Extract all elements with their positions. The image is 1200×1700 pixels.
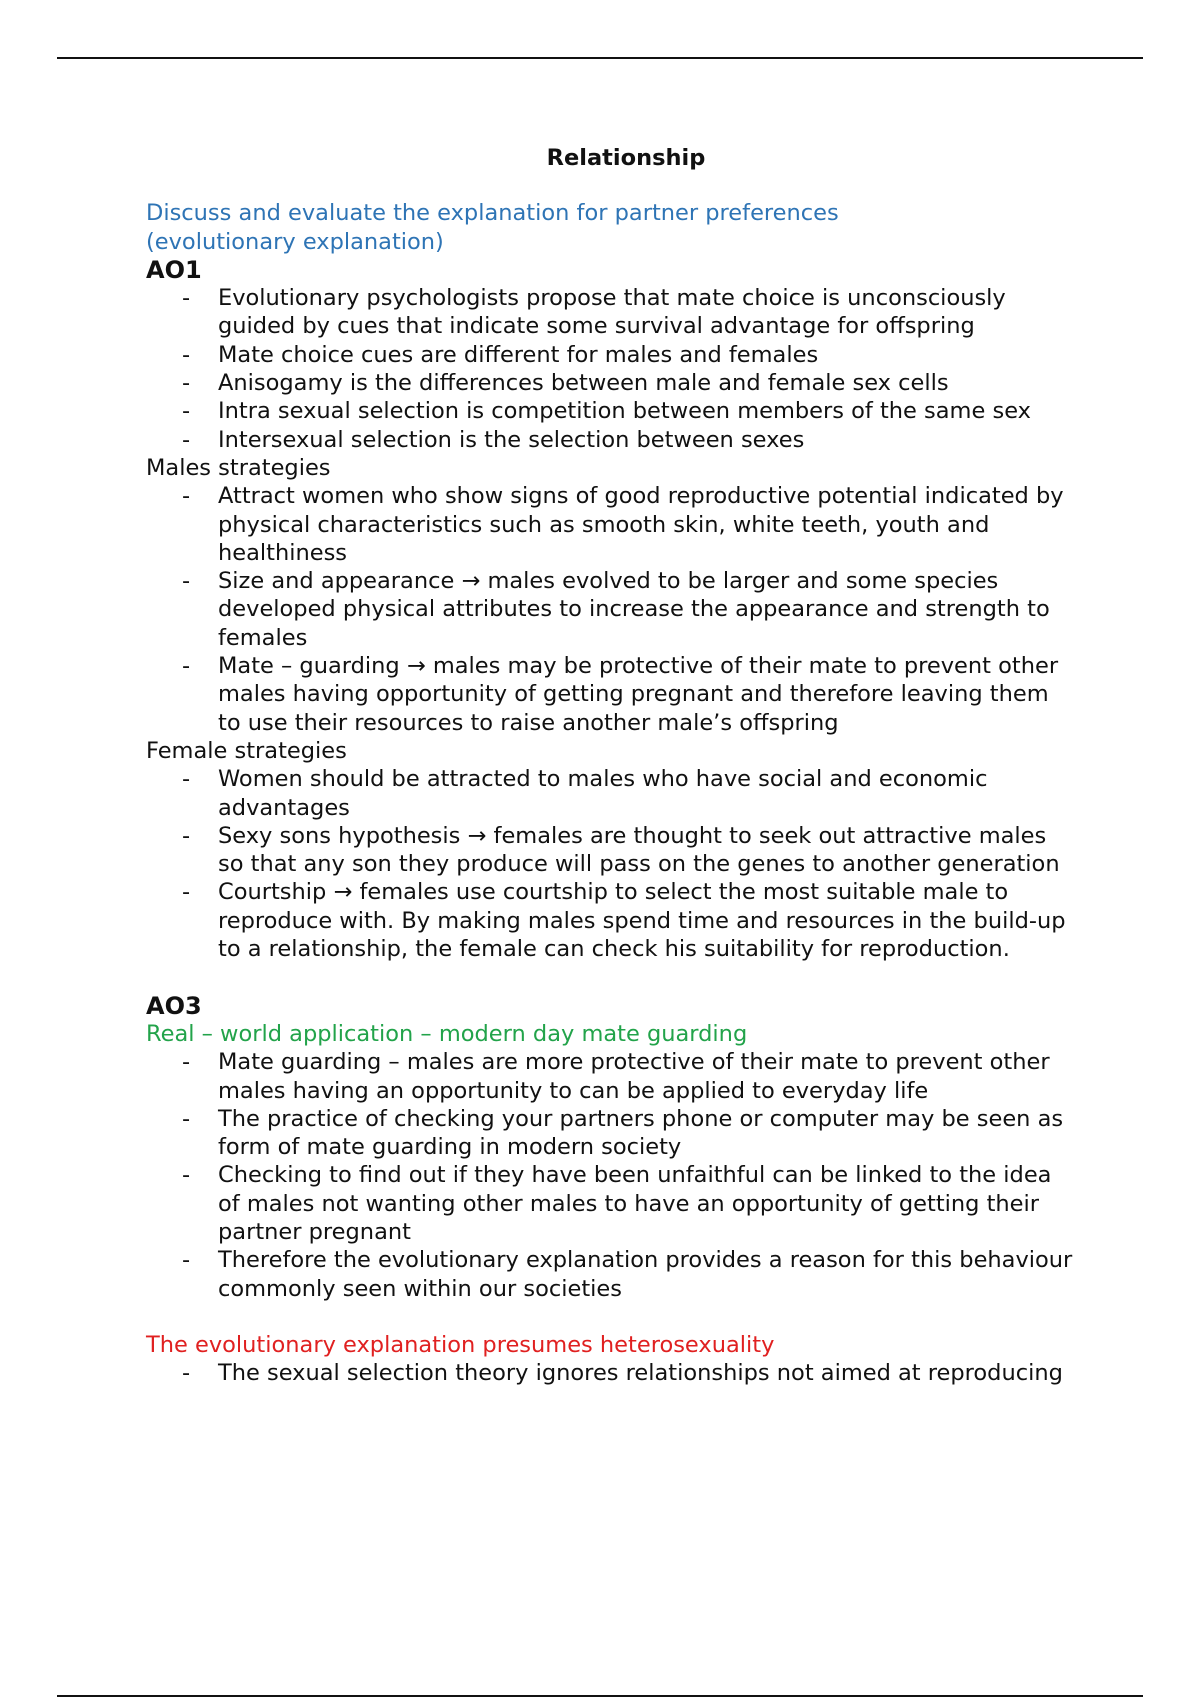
- list-item: - Mate choice cues are different for males and females: [182, 341, 819, 368]
- dash-bullet: -: [182, 822, 191, 849]
- application-heading: Real – world application – modern day mate guarding: [146, 1020, 748, 1047]
- dash-bullet: -: [182, 766, 191, 793]
- list-item: - Women should be attracted to males who have social and economic advantages: [182, 766, 988, 821]
- female-strategies-heading: Female strategies: [146, 737, 347, 764]
- dash-bullet: -: [182, 1105, 191, 1132]
- application-list: [146, 1048, 1076, 1303]
- list-item: - Intra sexual selection is competition between members of the same sex: [182, 398, 1031, 425]
- list-item: - Mate – guarding → males may be protective of their mate to prevent other males having opportunity of getting pregnant and therefore leaving them to use their resources to raise another male’s offspring: [182, 653, 1059, 736]
- list-item: - Attract women who show signs of good reproductive potential indicated by physical characteristics such as smooth skin, white teeth, youth and healthiness: [182, 483, 1064, 566]
- list-item: - The sexual selection theory ignores relationships not aimed at reproducing: [182, 1360, 1063, 1387]
- spacer: [146, 963, 1076, 991]
- dash-bullet: -: [182, 1162, 191, 1189]
- males-strategies-list: [146, 482, 1076, 737]
- spacer: [146, 1303, 1076, 1331]
- dash-bullet: -: [182, 879, 191, 906]
- dash-bullet: -: [182, 1247, 191, 1274]
- list-item: - The practice of checking your partners phone or computer may be seen as form of mate guarding in modern society: [182, 1105, 1064, 1161]
- dash-bullet: -: [182, 1049, 191, 1076]
- dash-bullet: -: [182, 370, 191, 397]
- list-item: - Therefore the evolutionary explanation provides a reason for this behaviour commonly seen within our societies: [182, 1247, 1073, 1302]
- dash-bullet: -: [182, 568, 191, 595]
- dash-bullet: -: [182, 1360, 191, 1387]
- dash-bullet: -: [182, 483, 191, 510]
- list-item: - Evolutionary psychologists propose that mate choice is unconsciously guided by cues that indicate some survival advantage for offspring: [182, 285, 1006, 340]
- essay-question: Discuss and evaluate the explanation for partner preferences (evolutionary explanation): [146, 200, 839, 255]
- ao1-intro-list: [146, 284, 1076, 454]
- ao3-heading: AO3: [146, 991, 202, 1020]
- list-item: - Mate guarding – males are more protective of their mate to prevent other males having an opportunity to can be applied to everyday life: [182, 1049, 1050, 1104]
- list-item: - Checking to find out if they have been unfaithful can be linked to the idea of males not wanting other males to have an opportunity of getting their partner pregnant: [182, 1162, 1052, 1245]
- list-item: - Intersexual selection is the selection between sexes: [182, 426, 805, 453]
- top-rule: [57, 57, 1143, 59]
- document-title: Relationship: [546, 145, 706, 171]
- document-body: [146, 144, 1076, 1388]
- dash-bullet: -: [182, 426, 191, 453]
- female-strategies-list: [146, 765, 1076, 963]
- list-item: - Size and appearance → males evolved to be larger and some species developed physical attributes to increase the appearance and strength to females: [182, 568, 1050, 651]
- ao1-heading: AO1: [146, 255, 202, 284]
- males-strategies-heading: Males strategies: [146, 454, 331, 481]
- dash-bullet: -: [182, 653, 191, 680]
- heterosexuality-heading: The evolutionary explanation presumes heterosexuality: [146, 1332, 775, 1359]
- bottom-rule: [57, 1695, 1143, 1697]
- list-item: - Sexy sons hypothesis → females are thought to seek out attractive males so that any son they produce will pass on the genes to another generation: [182, 822, 1060, 878]
- dash-bullet: -: [182, 398, 191, 425]
- list-item: - Anisogamy is the differences between male and female sex cells: [182, 370, 949, 397]
- heterosexuality-list: [146, 1359, 1076, 1387]
- dash-bullet: -: [182, 341, 191, 368]
- list-item: - Courtship → females use courtship to select the most suitable male to reproduce with. By making males spend time and resources in the build-up to a relationship, the female can check his suitability for reproduction.: [182, 879, 1066, 963]
- dash-bullet: -: [182, 285, 191, 312]
